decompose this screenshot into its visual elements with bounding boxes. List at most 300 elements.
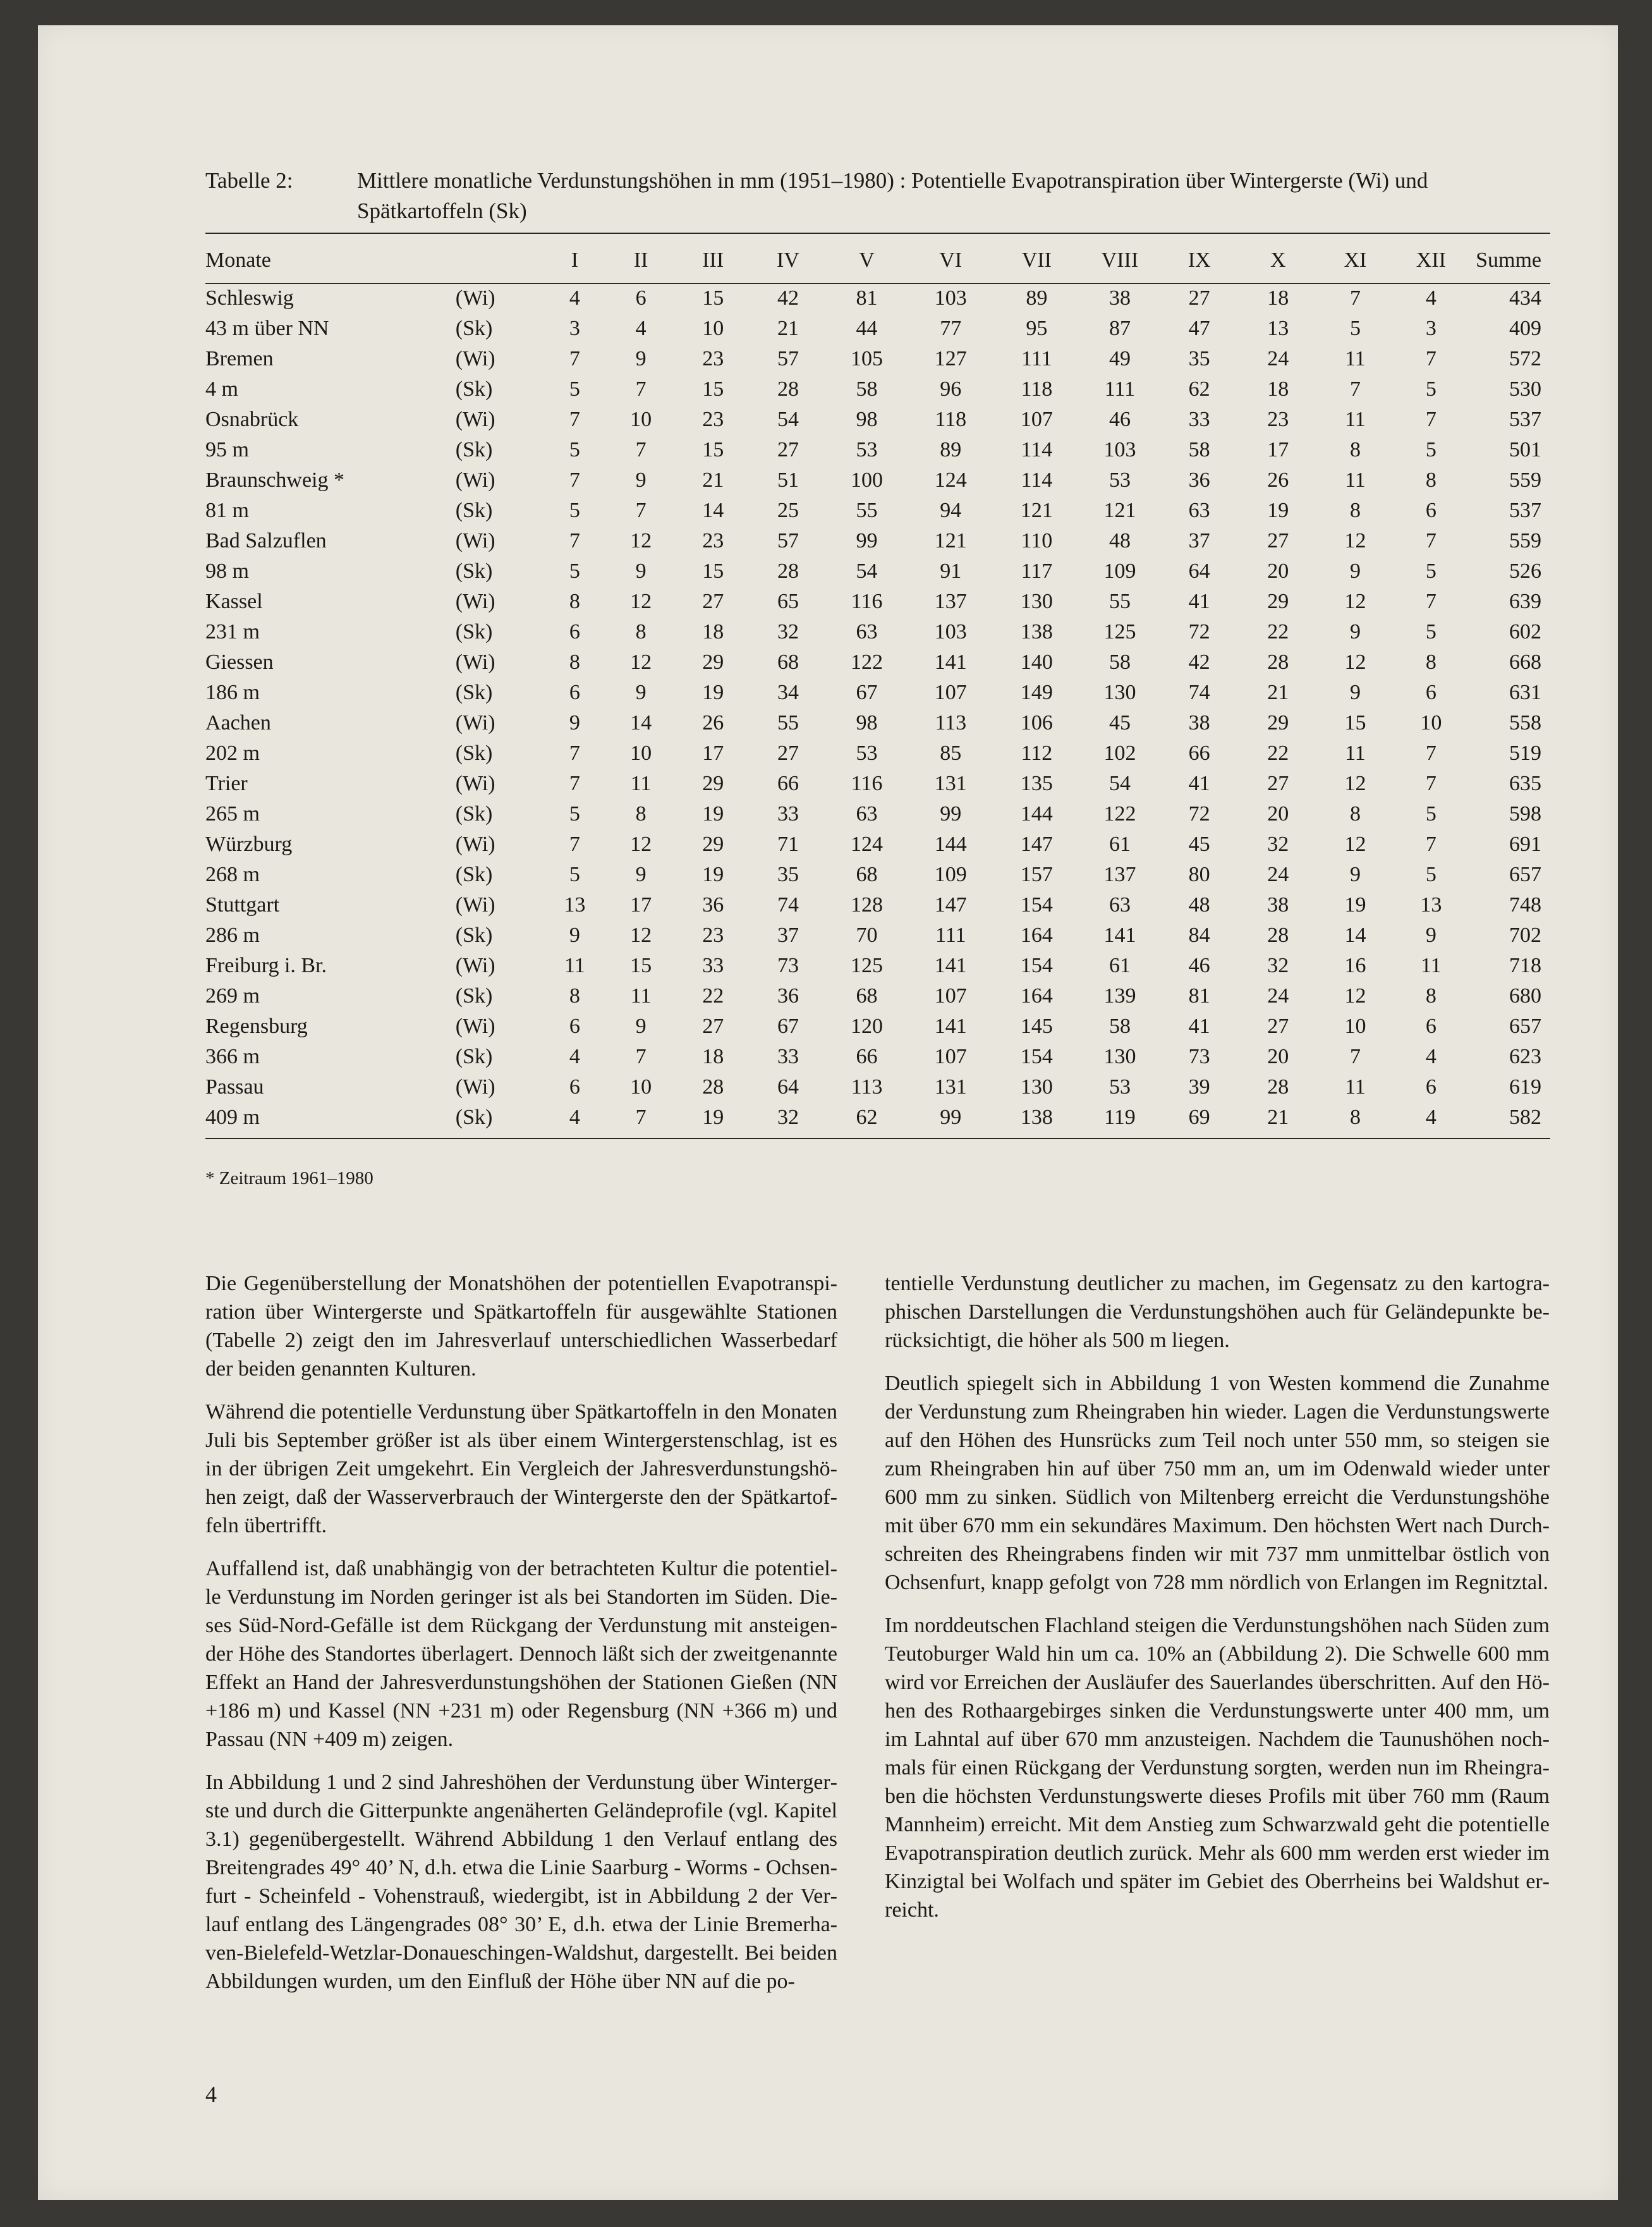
monthly-value-cell: 11 [564, 954, 585, 977]
annual-sum-cell: 718 [1509, 954, 1541, 977]
station-name: Osnabrück [205, 408, 299, 431]
monthly-value-cell: 98 [856, 408, 878, 431]
evaporation-table [205, 238, 1550, 1133]
monthly-value-cell: 125 [1103, 620, 1136, 644]
crop-type: (Wi) [455, 347, 495, 370]
monthly-value-cell: 36 [702, 893, 724, 917]
monthly-value-cell: 130 [1103, 1045, 1136, 1068]
annual-sum-cell: 558 [1509, 711, 1541, 735]
monthly-value-cell: 130 [1103, 681, 1136, 704]
monthly-value-cell: 9 [635, 863, 647, 886]
paragraph: Deutlich spiegelt sich in Abbildung 1 von Westen kommend die Zunahme der Verdunstung zum Rheingraben hin wieder. Lagen die Verdunstungswerte auf den Höhen des Hunsrücks zum Teil noch unter 550 mm, so steigen sie zum Rheingraben hin auf über 750 mm an, um im Odenwald wieder unter 600 mm zu sinken. Südlich von Miltenberg erreicht die Verdunstungshöhe mit über 670 mm ein sekundäres Maximum. Den höchsten Wert nach Durchschreiten des Rheingrabens finden wir mit 737 mm unmittelbar östlich von Ochsenfurt, knapp gefolgt von 728 mm nördlich von Erlangen im Regnitztal. [885, 1372, 1550, 1594]
monthly-value-cell: 5 [569, 863, 580, 886]
monthly-value-cell: 128 [851, 893, 883, 917]
table-row [205, 708, 1550, 738]
annual-sum-cell: 748 [1509, 893, 1541, 917]
table-bottom-rule [205, 1138, 1550, 1139]
monthly-value-cell: 63 [856, 802, 878, 826]
annual-sum-cell: 598 [1509, 802, 1541, 826]
monthly-value-cell: 14 [630, 711, 652, 735]
monthly-value-cell: 35 [1188, 347, 1210, 370]
monthly-value-cell: 17 [1267, 438, 1289, 461]
monthly-value-cell: 35 [777, 863, 799, 886]
monthly-value-cell: 53 [1108, 468, 1131, 492]
monthly-value-cell: 9 [1349, 681, 1361, 704]
monthly-value-cell: 7 [635, 438, 647, 461]
monthly-value-cell: 122 [1103, 802, 1136, 826]
monthly-value-cell: 62 [856, 1106, 878, 1129]
monthly-value-cell: 45 [1188, 833, 1210, 856]
monthly-value-cell: 33 [777, 802, 799, 826]
monthly-value-cell: 66 [856, 1045, 878, 1068]
monthly-value-cell: 18 [1267, 286, 1289, 310]
monthly-value-cell: 41 [1188, 1015, 1210, 1038]
annual-sum-cell: 582 [1509, 1106, 1541, 1129]
monthly-value-cell: 91 [940, 559, 962, 583]
caption-line-2: Spätkartoffeln (Sk) [357, 198, 527, 223]
station-elevation: 4 m [205, 377, 238, 401]
monthly-value-cell: 99 [856, 529, 878, 552]
station-elevation: 231 m [205, 620, 260, 644]
header-type [456, 238, 544, 283]
monthly-value-cell: 121 [934, 529, 967, 552]
monthly-value-cell: 19 [1344, 893, 1366, 917]
table-row [205, 314, 1550, 344]
monthly-value-cell: 37 [1188, 529, 1210, 552]
crop-type: (Sk) [455, 438, 493, 461]
monthly-value-cell: 61 [1108, 833, 1131, 856]
monthly-value-cell: 164 [1020, 924, 1053, 947]
monthly-value-cell: 29 [1267, 711, 1289, 735]
monthly-value-cell: 36 [777, 984, 799, 1008]
monthly-value-cell: 147 [934, 893, 967, 917]
monthly-value-cell: 6 [569, 681, 580, 704]
monthly-value-cell: 7 [1349, 377, 1361, 401]
body-text-right-column [885, 1269, 1550, 1939]
station-name: Aachen [205, 711, 271, 735]
monthly-value-cell: 154 [1020, 893, 1053, 917]
monthly-value-cell: 7 [1349, 1045, 1361, 1068]
table-row [205, 860, 1550, 890]
monthly-value-cell: 6 [569, 620, 580, 644]
station-name: Kassel [205, 590, 263, 613]
monthly-value-cell: 141 [934, 650, 967, 674]
monthly-value-cell: 29 [702, 833, 724, 856]
header-sep: IX [1187, 248, 1211, 272]
annual-sum-cell: 623 [1509, 1045, 1541, 1068]
monthly-value-cell: 14 [702, 499, 724, 522]
monthly-value-cell: 4 [1425, 1045, 1436, 1068]
monthly-value-cell: 29 [702, 772, 724, 795]
monthly-value-cell: 9 [1349, 620, 1361, 644]
monthly-value-cell: 7 [569, 529, 580, 552]
monthly-value-cell: 36 [1188, 468, 1210, 492]
table-row [205, 556, 1550, 587]
monthly-value-cell: 4 [569, 1045, 580, 1068]
monthly-value-cell: 32 [1267, 833, 1289, 856]
monthly-value-cell: 6 [1425, 1075, 1436, 1099]
station-elevation: 366 m [205, 1045, 260, 1068]
monthly-value-cell: 4 [569, 286, 580, 310]
table-row [205, 496, 1550, 526]
monthly-value-cell: 6 [1425, 1015, 1436, 1038]
annual-sum-cell: 635 [1509, 772, 1541, 795]
monthly-value-cell: 98 [856, 711, 878, 735]
crop-type: (Sk) [455, 924, 493, 947]
monthly-value-cell: 27 [1267, 529, 1289, 552]
crop-type: (Sk) [455, 1106, 493, 1129]
monthly-value-cell: 124 [934, 468, 967, 492]
annual-sum-cell: 657 [1509, 1015, 1541, 1038]
monthly-value-cell: 55 [856, 499, 878, 522]
caption-line-1: Mittlere monatliche Verdunstungshöhen in mm (1951–1980) : Potentielle Evapotranspiration über Wintergerste (Wi) und [357, 168, 1428, 193]
monthly-value-cell: 8 [1425, 984, 1436, 1008]
monthly-value-cell: 116 [851, 772, 883, 795]
monthly-value-cell: 41 [1188, 772, 1210, 795]
body-text-left-column [205, 1269, 837, 2010]
monthly-value-cell: 29 [1267, 590, 1289, 613]
table-footnote: * Zeitraum 1961–1980 [205, 1168, 374, 1188]
monthly-value-cell: 74 [1188, 681, 1210, 704]
monthly-value-cell: 57 [777, 529, 799, 552]
monthly-value-cell: 42 [1188, 650, 1210, 674]
monthly-value-cell: 103 [934, 286, 967, 310]
monthly-value-cell: 5 [1425, 438, 1436, 461]
monthly-value-cell: 5 [1425, 802, 1436, 826]
station-elevation: 186 m [205, 681, 260, 704]
monthly-value-cell: 9 [635, 347, 647, 370]
monthly-value-cell: 71 [777, 833, 799, 856]
monthly-value-cell: 38 [1188, 711, 1210, 735]
monthly-value-cell: 24 [1267, 984, 1289, 1008]
monthly-value-cell: 11 [1345, 468, 1366, 492]
monthly-value-cell: 113 [935, 711, 967, 735]
station-name: Stuttgart [205, 893, 280, 917]
monthly-value-cell: 11 [630, 984, 652, 1008]
monthly-value-cell: 5 [1425, 377, 1436, 401]
monthly-value-cell: 103 [934, 620, 967, 644]
monthly-value-cell: 18 [1267, 377, 1289, 401]
monthly-value-cell: 54 [777, 408, 799, 431]
monthly-value-cell: 12 [630, 924, 652, 947]
monthly-value-cell: 20 [1267, 802, 1289, 826]
monthly-value-cell: 107 [934, 984, 967, 1008]
monthly-value-cell: 22 [1267, 741, 1289, 765]
monthly-value-cell: 12 [1344, 833, 1366, 856]
monthly-value-cell: 33 [1188, 408, 1210, 431]
annual-sum-cell: 559 [1509, 468, 1541, 492]
monthly-value-cell: 7 [635, 1045, 647, 1068]
monthly-value-cell: 63 [856, 620, 878, 644]
table-row [205, 344, 1550, 374]
monthly-value-cell: 125 [851, 954, 883, 977]
monthly-value-cell: 6 [1425, 681, 1436, 704]
monthly-value-cell: 72 [1188, 620, 1210, 644]
monthly-value-cell: 57 [777, 347, 799, 370]
monthly-value-cell: 58 [1108, 1015, 1131, 1038]
monthly-value-cell: 28 [1267, 650, 1289, 674]
monthly-value-cell: 3 [1425, 317, 1436, 340]
monthly-value-cell: 157 [1020, 863, 1053, 886]
annual-sum-cell: 702 [1509, 924, 1541, 947]
monthly-value-cell: 94 [940, 499, 962, 522]
monthly-value-cell: 63 [1188, 499, 1210, 522]
monthly-value-cell: 27 [777, 741, 799, 765]
monthly-value-cell: 8 [569, 650, 580, 674]
monthly-value-cell: 65 [777, 590, 799, 613]
monthly-value-cell: 27 [702, 590, 724, 613]
table-row [205, 981, 1550, 1011]
monthly-value-cell: 106 [1020, 711, 1053, 735]
monthly-value-cell: 9 [569, 711, 580, 735]
monthly-value-cell: 23 [702, 347, 724, 370]
header-months: Monate [205, 248, 271, 272]
monthly-value-cell: 109 [934, 863, 967, 886]
monthly-value-cell: 19 [702, 1106, 724, 1129]
crop-type: (Sk) [455, 620, 493, 644]
crop-type: (Wi) [455, 286, 495, 310]
monthly-value-cell: 5 [569, 499, 580, 522]
monthly-value-cell: 19 [702, 802, 724, 826]
monthly-value-cell: 122 [851, 650, 883, 674]
monthly-value-cell: 7 [1425, 833, 1436, 856]
table-row [205, 678, 1550, 708]
monthly-value-cell: 110 [1021, 529, 1053, 552]
monthly-value-cell: 68 [856, 984, 878, 1008]
monthly-value-cell: 47 [1188, 317, 1210, 340]
station-elevation: 269 m [205, 984, 260, 1008]
header-apr: IV [777, 248, 799, 272]
monthly-value-cell: 12 [1344, 772, 1366, 795]
monthly-value-cell: 32 [1267, 954, 1289, 977]
monthly-value-cell: 16 [1344, 954, 1366, 977]
monthly-value-cell: 15 [630, 954, 652, 977]
monthly-value-cell: 13 [1267, 317, 1289, 340]
annual-sum-cell: 519 [1509, 741, 1541, 765]
monthly-value-cell: 5 [1425, 863, 1436, 886]
monthly-value-cell: 145 [1020, 1015, 1053, 1038]
header-mar: III [702, 248, 724, 272]
table-row [205, 829, 1550, 860]
monthly-value-cell: 117 [1021, 559, 1053, 583]
monthly-value-cell: 21 [1267, 681, 1289, 704]
crop-type: (Sk) [455, 741, 493, 765]
monthly-value-cell: 22 [1267, 620, 1289, 644]
monthly-value-cell: 19 [702, 863, 724, 886]
station-name: Regensburg [205, 1015, 308, 1038]
monthly-value-cell: 12 [630, 529, 652, 552]
monthly-value-cell: 111 [1021, 347, 1052, 370]
monthly-value-cell: 5 [1425, 559, 1436, 583]
crop-type: (Sk) [455, 1045, 493, 1068]
paragraph: tentielle Verdunstung deutlicher zu machen, im Gegensatz zu den kartographischen Darstellungen die Verdunstungshöhen auch für Geländepunkte berücksichtigt, die höher als 500 m liegen. [885, 1272, 1550, 1352]
monthly-value-cell: 11 [1345, 347, 1366, 370]
monthly-value-cell: 5 [569, 802, 580, 826]
monthly-value-cell: 23 [702, 924, 724, 947]
monthly-value-cell: 20 [1267, 1045, 1289, 1068]
caption-label: Tabelle 2: [205, 168, 293, 193]
monthly-value-cell: 21 [702, 468, 724, 492]
monthly-value-cell: 33 [777, 1045, 799, 1068]
station-elevation: 81 m [205, 499, 249, 522]
monthly-value-cell: 17 [630, 893, 652, 917]
monthly-value-cell: 105 [851, 347, 883, 370]
crop-type: (Sk) [455, 317, 493, 340]
monthly-value-cell: 14 [1344, 924, 1366, 947]
monthly-value-cell: 61 [1108, 954, 1131, 977]
table-row [205, 647, 1550, 678]
monthly-value-cell: 7 [1349, 286, 1361, 310]
table-row [205, 799, 1550, 829]
table-top-rule [205, 233, 1550, 234]
monthly-value-cell: 28 [702, 1075, 724, 1099]
monthly-value-cell: 7 [635, 1106, 647, 1129]
monthly-value-cell: 113 [851, 1075, 883, 1099]
monthly-value-cell: 9 [1349, 863, 1361, 886]
header-jul: VII [1021, 248, 1052, 272]
station-elevation: 95 m [205, 438, 249, 461]
table-header-row [205, 238, 1550, 283]
monthly-value-cell: 111 [1104, 377, 1136, 401]
monthly-value-cell: 38 [1108, 286, 1131, 310]
monthly-value-cell: 55 [777, 711, 799, 735]
monthly-value-cell: 46 [1108, 408, 1131, 431]
monthly-value-cell: 72 [1188, 802, 1210, 826]
annual-sum-cell: 526 [1509, 559, 1541, 583]
monthly-value-cell: 10 [1420, 711, 1442, 735]
monthly-value-cell: 149 [1020, 681, 1053, 704]
monthly-value-cell: 89 [1026, 286, 1048, 310]
monthly-value-cell: 18 [702, 1045, 724, 1068]
monthly-value-cell: 7 [635, 377, 647, 401]
monthly-value-cell: 12 [1344, 984, 1366, 1008]
crop-type: (Wi) [455, 650, 495, 674]
monthly-value-cell: 103 [1103, 438, 1136, 461]
monthly-value-cell: 51 [777, 468, 799, 492]
monthly-value-cell: 6 [569, 1075, 580, 1099]
monthly-value-cell: 70 [856, 924, 878, 947]
monthly-value-cell: 137 [934, 590, 967, 613]
monthly-value-cell: 44 [856, 317, 878, 340]
table-row [205, 920, 1550, 951]
header-feb: II [633, 248, 648, 272]
monthly-value-cell: 7 [569, 772, 580, 795]
station-name: Bad Salzuflen [205, 529, 327, 552]
monthly-value-cell: 7 [569, 408, 580, 431]
station-elevation: 268 m [205, 863, 260, 886]
monthly-value-cell: 131 [934, 1075, 967, 1099]
monthly-value-cell: 9 [635, 1015, 647, 1038]
monthly-value-cell: 15 [702, 377, 724, 401]
crop-type: (Wi) [455, 833, 495, 856]
monthly-value-cell: 58 [1108, 650, 1131, 674]
monthly-value-cell: 81 [856, 286, 878, 310]
monthly-value-cell: 23 [702, 529, 724, 552]
monthly-value-cell: 137 [1103, 863, 1136, 886]
monthly-value-cell: 8 [635, 620, 647, 644]
monthly-value-cell: 63 [1108, 893, 1131, 917]
crop-type: (Sk) [455, 499, 493, 522]
monthly-value-cell: 7 [1425, 408, 1436, 431]
monthly-value-cell: 74 [777, 893, 799, 917]
monthly-value-cell: 69 [1188, 1106, 1210, 1129]
monthly-value-cell: 17 [702, 741, 724, 765]
monthly-value-cell: 124 [851, 833, 883, 856]
crop-type: (Wi) [455, 954, 495, 977]
monthly-value-cell: 66 [777, 772, 799, 795]
monthly-value-cell: 81 [1188, 984, 1210, 1008]
table-row [205, 738, 1550, 769]
monthly-value-cell: 120 [851, 1015, 883, 1038]
monthly-value-cell: 100 [851, 468, 883, 492]
annual-sum-cell: 501 [1509, 438, 1541, 461]
crop-type: (Wi) [455, 1015, 495, 1038]
monthly-value-cell: 114 [1021, 468, 1053, 492]
station-elevation: 265 m [205, 802, 260, 826]
monthly-value-cell: 67 [777, 1015, 799, 1038]
monthly-value-cell: 99 [940, 1106, 962, 1129]
monthly-value-cell: 4 [1425, 286, 1436, 310]
monthly-value-cell: 130 [1020, 1075, 1053, 1099]
annual-sum-cell: 680 [1509, 984, 1541, 1008]
monthly-value-cell: 22 [702, 984, 724, 1008]
monthly-value-cell: 42 [777, 286, 799, 310]
annual-sum-cell: 530 [1509, 377, 1541, 401]
monthly-value-cell: 15 [702, 438, 724, 461]
monthly-value-cell: 109 [1103, 559, 1136, 583]
crop-type: (Wi) [455, 711, 495, 735]
station-elevation: 202 m [205, 741, 260, 765]
monthly-value-cell: 58 [856, 377, 878, 401]
monthly-value-cell: 4 [569, 1106, 580, 1129]
paragraph: Im norddeutschen Flachland steigen die Verdunstungshöhen nach Süden zum Teutoburger Wald hin um ca. 10% an (Abbildung 2). Die Schwelle 600 mm wird vor Erreichen der Ausläufer des Sauerlandes überschritten. Auf den Höhen des Rothaargebirges sinken die Verdunstungswerte unter 400 mm, um im Lahntal auf über 670 mm anzusteigen. Nachdem die Taunushöhen nochmals für einen Rückgang der Verdunstung sorgten, werden nun im Rheingraben die höchsten Verdunstungswerte dieses Profils mit über 760 mm (Raum Mannheim) erreicht. Mit dem Anstieg zum Schwarzwald geht die potentielle Evapotranspiration deutlich zurück. Mehr als 600 mm werden erst wieder im Kinzigtal bei Wolfach und später im Gebiet des Oberrheins bei Waldshut erreicht. [885, 1614, 1550, 1922]
header-may: V [859, 248, 875, 272]
monthly-value-cell: 11 [630, 772, 652, 795]
monthly-value-cell: 68 [856, 863, 878, 886]
monthly-value-cell: 66 [1188, 741, 1210, 765]
monthly-value-cell: 8 [1349, 438, 1361, 461]
monthly-value-cell: 53 [1108, 1075, 1131, 1099]
monthly-value-cell: 67 [856, 681, 878, 704]
monthly-value-cell: 48 [1188, 893, 1210, 917]
monthly-value-cell: 10 [630, 741, 652, 765]
monthly-value-cell: 7 [1425, 772, 1436, 795]
monthly-value-cell: 141 [1103, 924, 1136, 947]
monthly-value-cell: 77 [940, 317, 962, 340]
paragraph: Auffallend ist, daß unabhängig von der betrachteten Kultur die potentielle Verdunstung im Norden geringer ist als bei Standorten im Süden. Dieses Süd-Nord-Gefälle ist dem Rückgang der Verdunstung mit ansteigender Höhe des Standortes überlagert. Dennoch läßt sich der zweitgenannte Effekt an Hand der Jahresverdunstungshöhen der Stationen Gießen (NN +186 m) und Kassel (NN +231 m) oder Regensburg (NN +366 m) und Passau (NN +409 m) zeigen. [205, 1557, 837, 1751]
monthly-value-cell: 28 [777, 377, 799, 401]
monthly-value-cell: 95 [1026, 317, 1048, 340]
annual-sum-cell: 668 [1509, 650, 1541, 674]
monthly-value-cell: 8 [1425, 468, 1436, 492]
table-caption [205, 166, 1558, 226]
monthly-value-cell: 13 [1420, 893, 1442, 917]
monthly-value-cell: 62 [1188, 377, 1210, 401]
monthly-value-cell: 28 [777, 559, 799, 583]
table-row [205, 769, 1550, 799]
crop-type: (Wi) [455, 1075, 495, 1099]
station-elevation: 98 m [205, 559, 249, 583]
monthly-value-cell: 9 [1425, 924, 1436, 947]
table-row [205, 1011, 1550, 1042]
station-name: Giessen [205, 650, 274, 674]
monthly-value-cell: 15 [702, 559, 724, 583]
crop-type: (Wi) [455, 772, 495, 795]
monthly-value-cell: 7 [1425, 347, 1436, 370]
monthly-value-cell: 7 [1425, 741, 1436, 765]
table-row [205, 465, 1550, 496]
monthly-value-cell: 23 [1267, 408, 1289, 431]
